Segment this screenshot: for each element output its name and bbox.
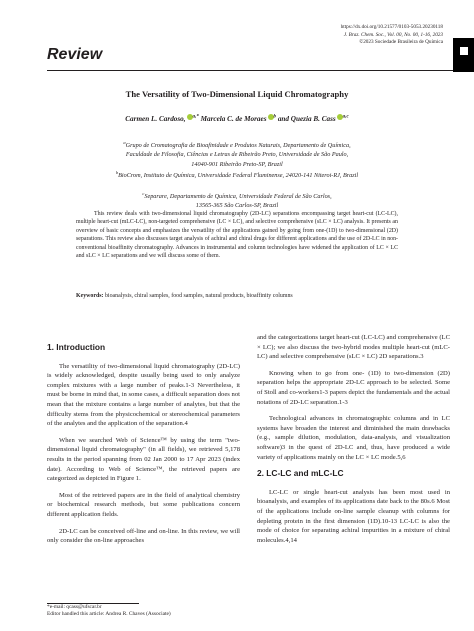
affiliation-line: BioCrom, Instituto de Química, Universidade Federal Fluminense, 24020-141 Niteroi-RJ, Brazil <box>118 172 359 180</box>
author-marks: a,c <box>342 114 349 120</box>
page-header <box>0 0 474 70</box>
footnote-email: *e-mail: qcass@ufscar.br <box>47 604 102 610</box>
keywords-text: bioanalysis, chiral samples, food samples, natural products, bioaffinity columns <box>104 293 293 299</box>
section-heading: 2. LC-LC and mLC-LC <box>257 468 344 479</box>
affiliation-a <box>60 138 414 169</box>
body-paragraph: The versatility of two-dimensional liquid chromatography (2D-LC) is widely acknowledged, despite usually being used to only analyze complex mixtures with a large number of peaks.1-3 Nevertheless, it must be borne in mind that, in some cases, a difficult separation does not mean that the mixture contains a large number of analytes, but that the difficulty stems from the physicochemical or stereochemical parameters of the analytes and the application of the separation.4 <box>47 362 240 428</box>
left-column <box>47 343 240 553</box>
keywords <box>76 293 398 299</box>
journal-meta <box>223 24 443 47</box>
affiliation-line: Grupo de Cromatografia de Bioafinidade e Produtos Naturais, Departamento de Química, <box>125 142 351 150</box>
affiliation-line: 13565-365 São Carlos-SP, Brazil <box>195 202 279 210</box>
section-heading: 1. Introduction <box>47 342 106 352</box>
affiliation-b <box>60 168 414 180</box>
affiliation-mark: a <box>123 140 126 145</box>
body-paragraph: When we searched Web of Science™ by using the term "two-dimensional liquid chromatography" (in all fields), we retrieved 5,178 results in the period spanning from 02 Jan 2000 to 17 Apr 2023 (index date). According to Web of Science™, the retrieved papers are categorized as depicted in Figure 1. <box>47 436 240 483</box>
body-paragraph: Most of the retrieved papers are in the field of analytical chemistry or biochemical research methods, but some publications concern different application fields. <box>47 491 240 518</box>
body-paragraph: Technological advances in chromatographic columns and in LC systems have broaden the interest and diminished the main drawbacks (e.g., sample dilution, modulation, data-analysis, and visualization software)3 in the quest of 2D-LC and, thus, have produced a wide variety of applications mainly on the LC × LC mode.5,6 <box>257 415 450 461</box>
section-label: Review <box>47 46 103 63</box>
body-paragraph: Knowing when to go from one- (1D) to two-dimension (2D) separation helps the appropriate 2D-LC approach to be selected. Some of Stoll and co-workers1-3 papers depict the fundamentals and the actual notations of 2D-LC separation.1-3 <box>257 369 450 406</box>
body-paragraph: LC-LC or single heart-cut analysis has been most used in bioanalysis, and examples of its applications date back to the 80s.6 Most of the applications include on-line sample cleanup with columns for depleting protein in the first dimension (1D).10-13 LC-LC is also the mode of choice for separating achiral impurities in a mixture of chiral molecules.4,14 <box>257 488 450 544</box>
keywords-label: Keywords: <box>76 293 104 299</box>
author-marks: a,* <box>192 114 199 120</box>
author-name: Carmen L. Cardoso, <box>125 115 186 123</box>
author-name: Marcela C. de Moraes <box>200 115 267 123</box>
affiliation-mark: b <box>115 170 119 175</box>
affiliation-c <box>60 189 414 211</box>
affiliation-mark: c <box>142 191 145 196</box>
affiliation-line: Separare, Departamento de Química, Universidade Federal de São Carlos, <box>144 193 332 201</box>
copyright-line: ©2023 Sociedade Brasileira de Química <box>359 39 443 46</box>
journal-citation: J. Braz. Chem. Soc., Vol. 00, No. 00, 1-16, 2023 <box>343 31 443 38</box>
footnote-editor: Editor handled this article: Andrea R. Chaves (Associate) <box>47 611 171 617</box>
body-paragraph: and the categorizations target heart-cut (LC-LC) and comprehensive (LC × LC); we also discuss the two-hybrid modes multiple heart-cut (mLC-LC) and selective comprehensive (sLC × LC) 2D separations.3 <box>257 334 450 361</box>
author-name: and Quezia B. Cass <box>277 115 336 123</box>
author-marks: b <box>273 114 277 120</box>
affiliation-line: Faculdade de Filosofia, Ciências e Letras de Ribeirão Preto, Universidade de São Paulo, <box>125 151 349 159</box>
journal-logo-icon <box>453 38 474 72</box>
author-list <box>40 114 434 123</box>
abstract: This review deals with two-dimensional liquid chromatography (2D-LC) separations encompassing target heart-cut (LC-LC), multiple heart-cut (mLC-LC), non-targeted comprehensive (LC × LC), and selective comprehensive (sLC × LC) analysis. It presents an overview of basic concepts and emphasizes the versatility of the applications gained by going from one-(1D) to two-dimensional (2D) separations. This review also discusses target analysis of achiral and chiral drugs for different applications and the use of 2D-LC in non-conventional bioaffinity chromatography. Advances in instrumental and column technologies have widened the application of LC × LC and sLC × LC separations and we will discuss some of them. <box>76 211 398 260</box>
affiliation-line: 14040-901 Ribeirão Preto-SP, Brazil <box>191 160 283 168</box>
doi-link[interactable]: https://dx.doi.org/10.21577/0103-5053.20230118 <box>340 24 443 30</box>
header-divider <box>47 70 453 71</box>
paper-title: The Versatility of Two-Dimensional Liquid Chromatography <box>125 89 349 99</box>
body-paragraph: 2D-LC can be conceived off-line and on-line. In this review, we will only consider the on-line approaches <box>47 527 240 545</box>
right-column <box>257 333 450 552</box>
